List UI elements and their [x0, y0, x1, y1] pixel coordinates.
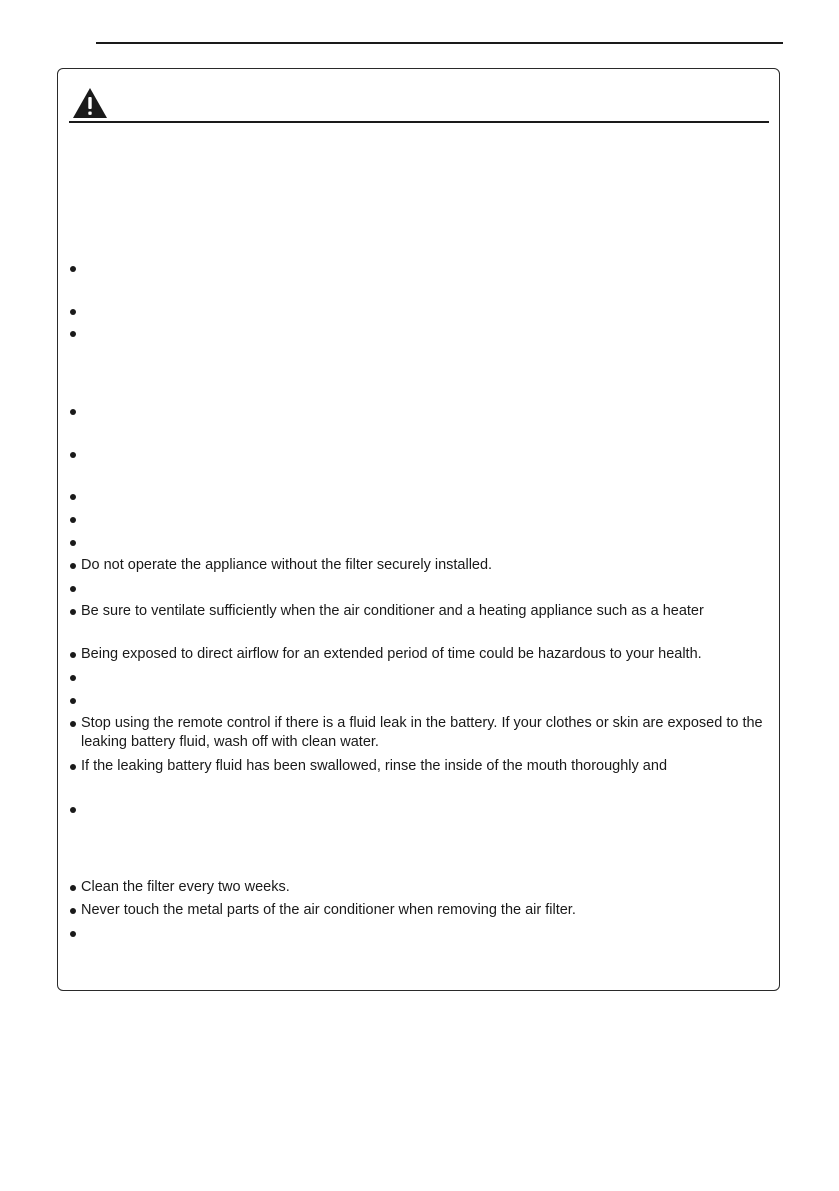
bullet-icon	[70, 698, 76, 704]
caution-box	[57, 68, 780, 991]
list-item-text: Clean the filter every two weeks.	[81, 879, 290, 895]
bullet-icon	[70, 586, 76, 592]
bullet-icon	[70, 517, 76, 523]
list-item-text: Do not operate the appliance without the filter securely installed.	[81, 557, 493, 573]
bullet-icon	[70, 652, 76, 658]
list-item-text: If the leaking battery fluid has been swallowed, rinse the inside of the mouth thoroughly and	[81, 758, 668, 774]
bullet-icon	[70, 908, 76, 914]
list-item	[70, 924, 770, 937]
list-item	[70, 901, 770, 920]
bullet-icon	[70, 807, 76, 813]
list-item	[70, 757, 770, 776]
list-item	[70, 445, 770, 458]
list-item	[70, 668, 770, 681]
list-item	[70, 691, 770, 704]
bullet-icon	[70, 675, 76, 681]
bullet-icon	[70, 452, 76, 458]
list-item-text: Stop using the remote control if there is a fluid leak in the battery. If your clothes or skin are exposed to the leaking battery fluid, wash off with clean water.	[81, 715, 767, 750]
bullet-icon	[70, 764, 76, 770]
header-rule	[96, 42, 783, 44]
list-item	[70, 324, 770, 337]
bullet-icon	[70, 266, 76, 272]
warning-icon	[72, 87, 108, 119]
list-item	[70, 800, 770, 813]
bullet-icon	[70, 494, 76, 500]
list-item	[70, 878, 770, 897]
list-item	[70, 579, 770, 592]
list-item	[70, 602, 770, 621]
bullet-icon	[70, 721, 76, 727]
caution-header-rule	[69, 121, 769, 123]
list-item	[70, 259, 770, 272]
bullet-icon	[70, 540, 76, 546]
bullet-icon	[70, 885, 76, 891]
bullet-icon	[70, 609, 76, 615]
list-item	[70, 533, 770, 546]
bullet-icon	[70, 563, 76, 569]
list-item-text: Never touch the metal parts of the air conditioner when removing the air filter.	[81, 902, 576, 918]
bullet-icon	[70, 409, 76, 415]
list-item-text: Being exposed to direct airflow for an extended period of time could be hazardous to your health.	[81, 646, 702, 662]
bullet-icon	[70, 331, 76, 337]
bullet-icon	[70, 931, 76, 937]
list-item	[70, 402, 770, 415]
list-item-text: Be sure to ventilate sufficiently when the air conditioner and a heating appliance such as a heater	[81, 603, 704, 619]
list-item	[70, 510, 770, 523]
list-item	[70, 556, 770, 575]
list-item	[70, 714, 770, 752]
list-item	[70, 487, 770, 500]
list-item	[70, 645, 770, 664]
bullet-icon	[70, 309, 76, 315]
list-item	[70, 302, 770, 315]
